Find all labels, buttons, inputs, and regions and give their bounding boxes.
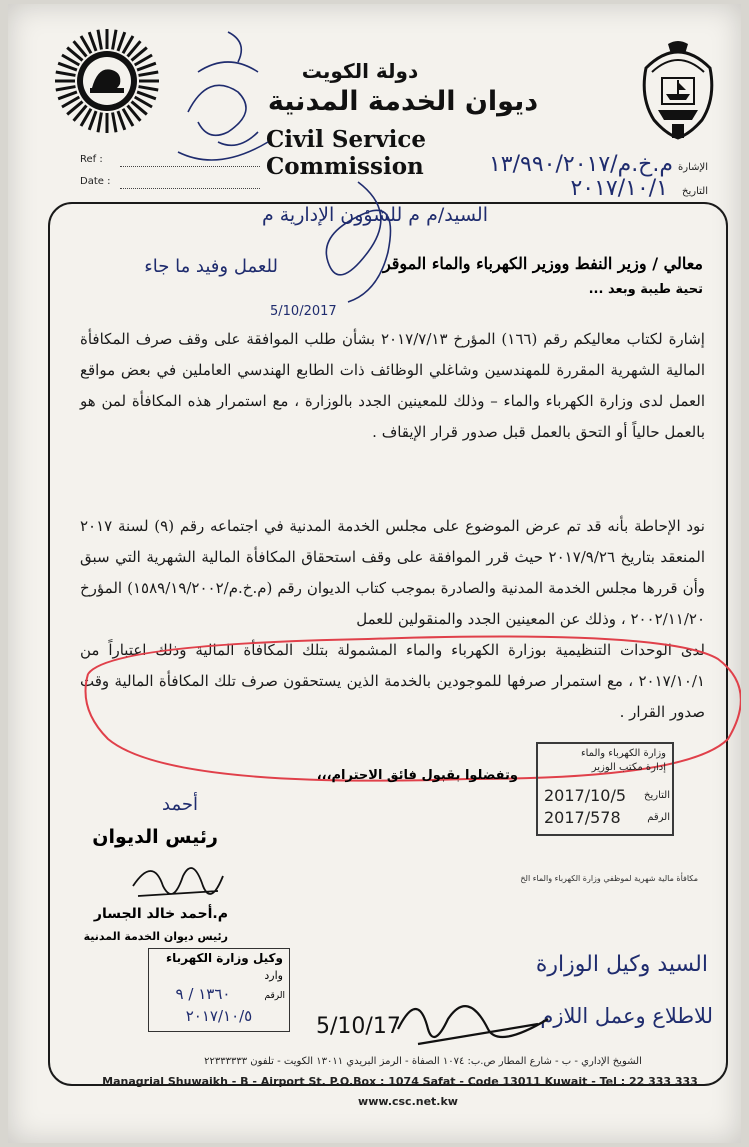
ref-label-arabic: الإشارة: [678, 162, 708, 173]
letter-page: [8, 4, 741, 1143]
incoming-line-1: وكيل وزارة الكهرباء: [165, 951, 283, 965]
stamp-line-1: وزارة الكهرباء والماء: [580, 748, 666, 759]
signer-role: رئيس ديوان الخدمة المدنية: [83, 930, 228, 943]
paragraph-2b: لدى الوحدات التنظيمية بوزارة الكهرباء والماء المشمولة بتلك المكافأة المالية وذلك اعتباراً من ٢٠١٧/١٠/١ ، مع استمرار صرفها للموجودين بالخدمة الذين يستحقون صرف تلك المكافأة المالية وقت صدور القرار .: [80, 641, 705, 721]
handwritten-bottom-right: السيد وكيل الوزارة: [535, 952, 708, 977]
ministry-received-stamp: [536, 742, 674, 836]
footer-address-english: Managrial Shuwaikh - B - Airport St. P.O.Box : 1074 Safat - Code 13011 Kuwait - Tel : 22 333 333: [102, 1075, 698, 1088]
paragraph-1: إشارة لكتاب معاليكم رقم (١٦٦) المؤرخ ٢٠١٧/٧/١٣ بشأن طلب الموافقة على وقف صرف المكافأة المالية الشهرية المقررة للمهندسين وشاغلي الوظائف ذات الطابع الهندسي العاملين في بعض مواقع العمل لدى وزارة الكهرباء والماء – وذلك للمعينين الجدد بالوزارة ، مع استمرار هذه المكافأة لمن هو بالعمل حالياً أو التحق بالعمل قبل صدور قرار الإيقاف .: [80, 330, 705, 441]
recipient-line: معالي / وزير النفط ووزير الكهرباء والماء الموقر: [382, 254, 703, 273]
date-handwritten: ٢٠١٧/١٠/١: [570, 176, 668, 201]
csc-logo-icon: [52, 26, 162, 136]
bottom-signature-icon: [388, 989, 558, 1059]
date-line: [120, 188, 260, 189]
handwritten-note-top: السيد/م م للشؤون الإدارية م: [261, 204, 488, 226]
commission-name-english: Civil Service Commission: [266, 126, 426, 180]
commission-name-arabic: ديوان الخدمة المدنية: [267, 86, 539, 117]
incoming-stamp: [148, 948, 290, 1032]
handwritten-bottom-right-2: للاطلاع وعمل اللازم: [540, 1004, 713, 1028]
incoming-num-value: ١٣٦٠ / ٩: [175, 985, 231, 1003]
paragraph-2a: نود الإحاطة بأنه قد تم عرض الموضوع على مجلس الخدمة المدنية في اجتماعه رقم (٩) لسنة ٢٠١٧ المنعقد بتاريخ ٢٠١٧/٩/٢٦ حيث قرر الموافقة على وقف استحقاق المكافأة المالية الشهرية التي سبق وأن قررها مجلس الخدمة المدنية والصادرة بموجب كتاب الديوان رقم (م.خ.م/١٥٨٩/١٩/٢٠٠٢) المؤرخ ٢٠٠٢/١١/٢٠ ، وذلك عن المعينين الجدد والمنقولين للعمل: [80, 517, 705, 628]
closing-line: وتفضلوا بقبول فائق الاحترام،،،: [316, 768, 518, 783]
footer-address-arabic: الشويخ الإداري - ب - شارع المطار ص.ب: ١٠٧٤ الصفاة - الرمز البريدي ١٣٠١١ الكويت - تلفون ٢٢٣٣٣٣٣٣: [204, 1056, 642, 1067]
stamp-date-label: التاريخ: [644, 790, 670, 801]
incoming-line-2: وارد: [264, 969, 283, 982]
incoming-date-value: ٢٠١٧/١٠/٥: [185, 1007, 253, 1025]
stamp-line-2: إدارة مكتب الوزير: [591, 762, 666, 773]
signer-title: رئيس الديوان: [92, 826, 218, 848]
incoming-num-label: الرقم: [264, 991, 285, 1001]
signature-icon: [128, 856, 228, 906]
country-name: دولة الكويت: [301, 59, 419, 83]
handwritten-bottom-date: 5/10/17: [316, 1014, 401, 1039]
handwritten-note-side: للعمل وفيد ما جاء: [144, 256, 278, 277]
handwritten-date: 5/10/2017: [270, 304, 337, 319]
date-label: Date :: [80, 176, 111, 187]
handwritten-loop: [298, 172, 408, 312]
greeting: تحية طيبة وبعد ...: [588, 282, 703, 297]
signer-name: م.أحمد خالد الجسار: [93, 906, 228, 922]
footer-website: www.csc.net.kw: [358, 1095, 458, 1108]
ref-label: Ref :: [80, 154, 103, 165]
stamp-ref-label: الرقم: [647, 812, 670, 823]
ref-number-handwritten: م.خ.م/١٣/٩٩٠/٢٠١٧: [488, 152, 673, 177]
handwritten-scribble-top: [158, 22, 298, 182]
date-label-arabic: التاريخ: [682, 186, 708, 197]
handwritten-initials: أحمد: [162, 794, 198, 815]
kuwait-emblem-icon: [638, 38, 718, 142]
small-note: مكافأة مالية شهرية لموظفي وزارة الكهرباء والماء الخ: [520, 874, 698, 883]
stamp-date-value: 2017/10/5: [544, 786, 627, 805]
stamp-ref-value: 2017/578: [544, 808, 621, 827]
